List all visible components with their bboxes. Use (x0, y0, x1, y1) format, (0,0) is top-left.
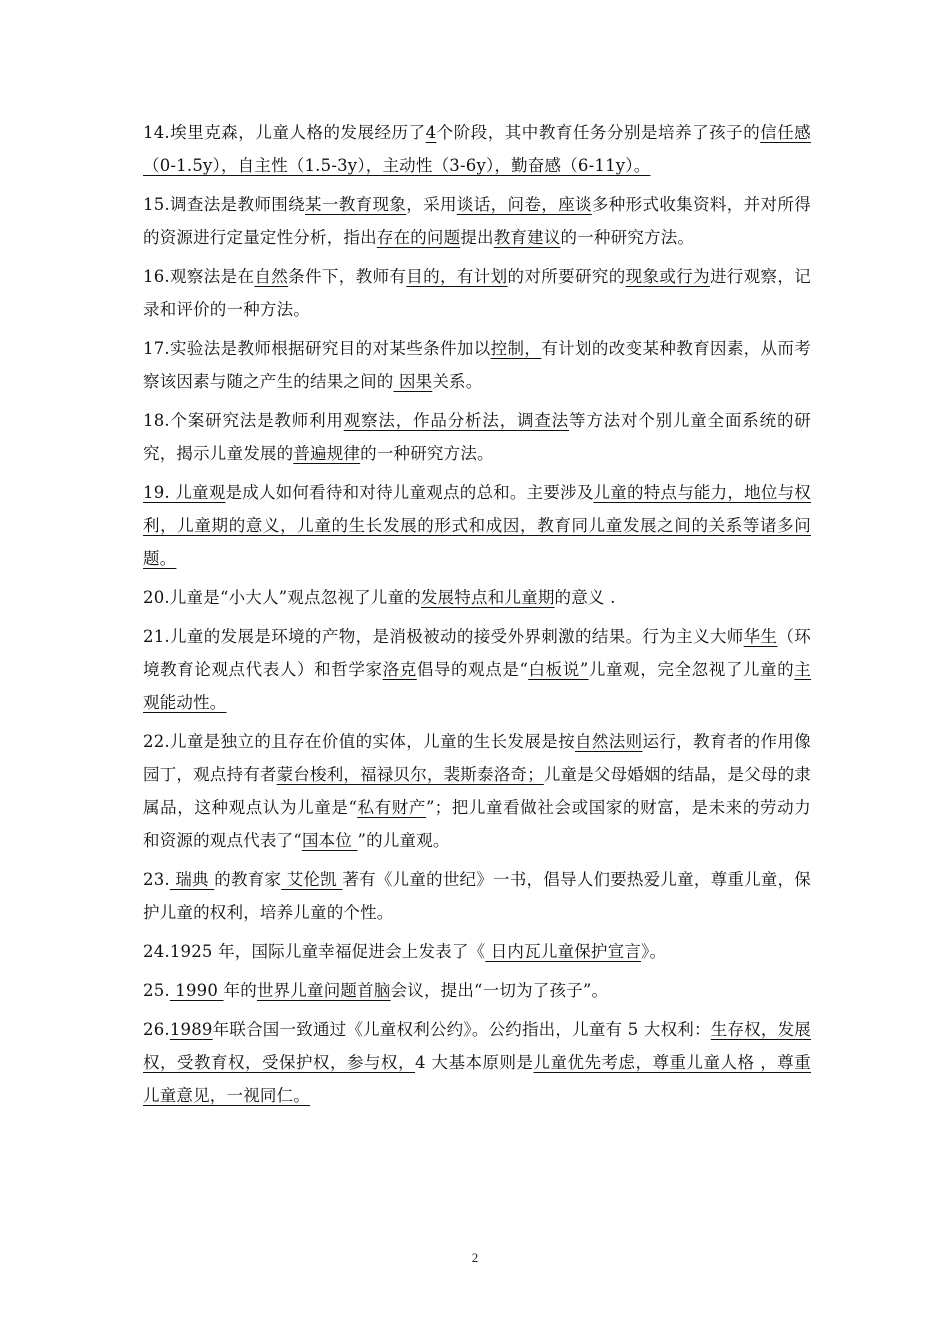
paragraph-text: 年联合国一致通过《儿童权利公约》。公约指出，儿童有 5 大权利： (212, 1020, 711, 1039)
paragraph-item (143, 476, 811, 575)
underlined-answer: 19. (143, 483, 170, 502)
underlined-answer: 华生 (743, 627, 778, 646)
paragraph-text: 20.儿童是“小大人”观点忽视了儿童的 (143, 588, 421, 607)
underlined-answer: 目的，有计划 (406, 267, 508, 286)
paragraph-text: 14.埃里克森，儿童人格的发展经历了 (143, 123, 426, 142)
paragraph-text: 进行观察，记录和评价的一种方法。 (143, 267, 811, 319)
paragraph-item (143, 725, 811, 857)
paragraph-text: 著有《儿童的世纪》一书，倡导人们要热爱儿童，尊重儿童，保护儿童的权利，培养儿童的个性。 (143, 870, 811, 922)
underlined-answer: 蒙台梭利，福禄贝尔，裴斯泰洛奇； (276, 765, 544, 784)
underlined-answer: 现象或行为 (625, 267, 710, 286)
underlined-answer: 儿童的特点与能力，地位与权利，儿童期的意义，儿童的生长发展的形式和成因，教育同儿童发展之间的关系等诸多问题。 (143, 483, 812, 568)
paragraph-item (143, 260, 811, 326)
paragraph-item (143, 620, 811, 719)
paragraph-item (143, 935, 811, 968)
underlined-answer: 洛克 (382, 660, 417, 679)
underlined-answer: 信任感（0-1.5y），自主性（1.5-3y），主动性（3-6y），勤奋感（6-11y）。 (143, 123, 811, 175)
paragraph-text: 运行，教育者的作用像园丁，观点持有者 (143, 732, 812, 784)
underlined-answer: 观察法，作品分析法，调查法 (343, 411, 570, 430)
underlined-answer: 1990 (169, 981, 224, 1000)
underlined-answer: 普遍规律 (293, 444, 361, 463)
paragraph-text: 倡导的观点是“ (416, 660, 529, 679)
underlined-answer: 瑞典 (169, 870, 215, 889)
paragraph-item (143, 404, 811, 470)
underlined-answer: 1989 (169, 1020, 213, 1039)
underlined-answer: 艾伦凯 (281, 870, 343, 889)
underlined-answer: 白板说” (528, 660, 589, 679)
paragraph-text: 个阶段，其中教育任务分别是培养了孩子的 (436, 123, 761, 142)
paragraph-text: 多种形式收集资料，并对所得的资源进行定量定性分析，指出 (143, 195, 811, 247)
paragraph-text: 4 大基本原则是 (415, 1053, 534, 1072)
paragraph-text: 的一种研究方法。 (360, 444, 494, 463)
underlined-answer: 教育建议 (493, 228, 561, 247)
paragraph-text: 15.调查法是教师围绕 (143, 195, 305, 214)
underlined-answer: 发展特点和儿童期 (420, 588, 555, 607)
paragraph-item (143, 581, 811, 614)
underlined-answer: 私有财产 (357, 798, 427, 817)
underlined-answer: 儿童观 (169, 483, 226, 502)
paragraph-text: 24.1925 年，国际儿童幸福促进会上发表了《 (143, 942, 486, 961)
underlined-answer: 儿童优先考虑，尊重儿童人格 ，尊重儿童意见，一视同仁。 (143, 1053, 812, 1105)
paragraph-text: 的一种研究方法。 (560, 228, 695, 247)
paragraph-text: 会议，提出“一切为了孩子”。 (390, 981, 609, 1000)
document-body (143, 116, 811, 1118)
paragraph-text: 16.观察法是在 (143, 267, 255, 286)
underlined-answer: 控制， (490, 339, 542, 358)
paragraph-text: 25. (143, 981, 170, 1000)
paragraph-text: 26. (143, 1020, 170, 1039)
paragraph-text: 关系。 (432, 372, 483, 391)
underlined-answer: 存在的问题 (376, 228, 461, 247)
paragraph-text: 有计划的改变某种教育因素，从而考察该因素与随之产生的结果之间的 (143, 339, 812, 391)
underlined-answer: 自然 (254, 267, 289, 286)
underlined-answer: 生存权，发展权，受教育权，受保护权，参与权， (143, 1020, 812, 1072)
paragraph-text: 是成人如何看待和对待儿童观点的总和。主要涉及 (225, 483, 594, 502)
paragraph-text: 》。 (641, 942, 667, 961)
paragraph-item (143, 332, 811, 398)
underlined-answer: 日内瓦儿童保护宣言 (485, 942, 642, 961)
paragraph-text: 儿童观，完全忽视了儿童的 (588, 660, 795, 679)
paragraph-text: ，采用 (406, 195, 457, 214)
paragraph-item (143, 116, 811, 182)
paragraph-text: 年的 (223, 981, 257, 1000)
underlined-answer: 谈话，问卷，座谈 (456, 195, 592, 214)
paragraph-item (143, 1013, 811, 1112)
paragraph-text: （环境教育论观点代表人）和哲学家 (143, 627, 811, 679)
paragraph-text: ”；把儿童看做社会或国家的财富，是未来的劳动力和资源的观点代表了“ (143, 798, 811, 850)
paragraph-text: 23. (143, 870, 170, 889)
paragraph-item (143, 863, 811, 929)
underlined-answer: 某一教育现象 (304, 195, 407, 214)
paragraph-text: 的对所要研究的 (507, 267, 626, 286)
paragraph-text: 17.实验法是教师根据研究目的对某些条件加以 (143, 339, 491, 358)
paragraph-text: 儿童是父母婚姻的结晶，是父母的隶属品，这种观点认为儿童是“ (143, 765, 812, 817)
paragraph-text: 提出 (460, 228, 494, 247)
paragraph-text: 的意义 . (554, 588, 616, 607)
paragraph-item (143, 188, 811, 254)
underlined-answer: 自然法则 (574, 732, 643, 751)
page-number: 2 (471, 1250, 479, 1265)
paragraph-text: 条件下，教师有 (288, 267, 407, 286)
paragraph-text: 等方法对个别儿童全面系统的研究，揭示儿童发展的 (143, 411, 811, 463)
underlined-answer: 因果 (393, 372, 433, 391)
paragraph-text: ”的儿童观。 (357, 831, 450, 850)
underlined-answer: 主观能动性。 (143, 660, 811, 712)
underlined-answer: 4 (425, 123, 437, 142)
underlined-answer: 世界儿童问题首脑 (256, 981, 391, 1000)
paragraph-text: 的教育家 (214, 870, 282, 889)
underlined-answer: 国本位 (301, 831, 358, 850)
paragraph-text: 21.儿童的发展是环境的产物，是消极被动的接受外界刺激的结果。行为主义大师 (143, 627, 744, 646)
paragraph-text: 18.个案研究法是教师利用 (143, 411, 344, 430)
paragraph-item (143, 974, 811, 1007)
paragraph-text: 22.儿童是独立的且存在价值的实体，儿童的生长发展是按 (143, 732, 575, 751)
